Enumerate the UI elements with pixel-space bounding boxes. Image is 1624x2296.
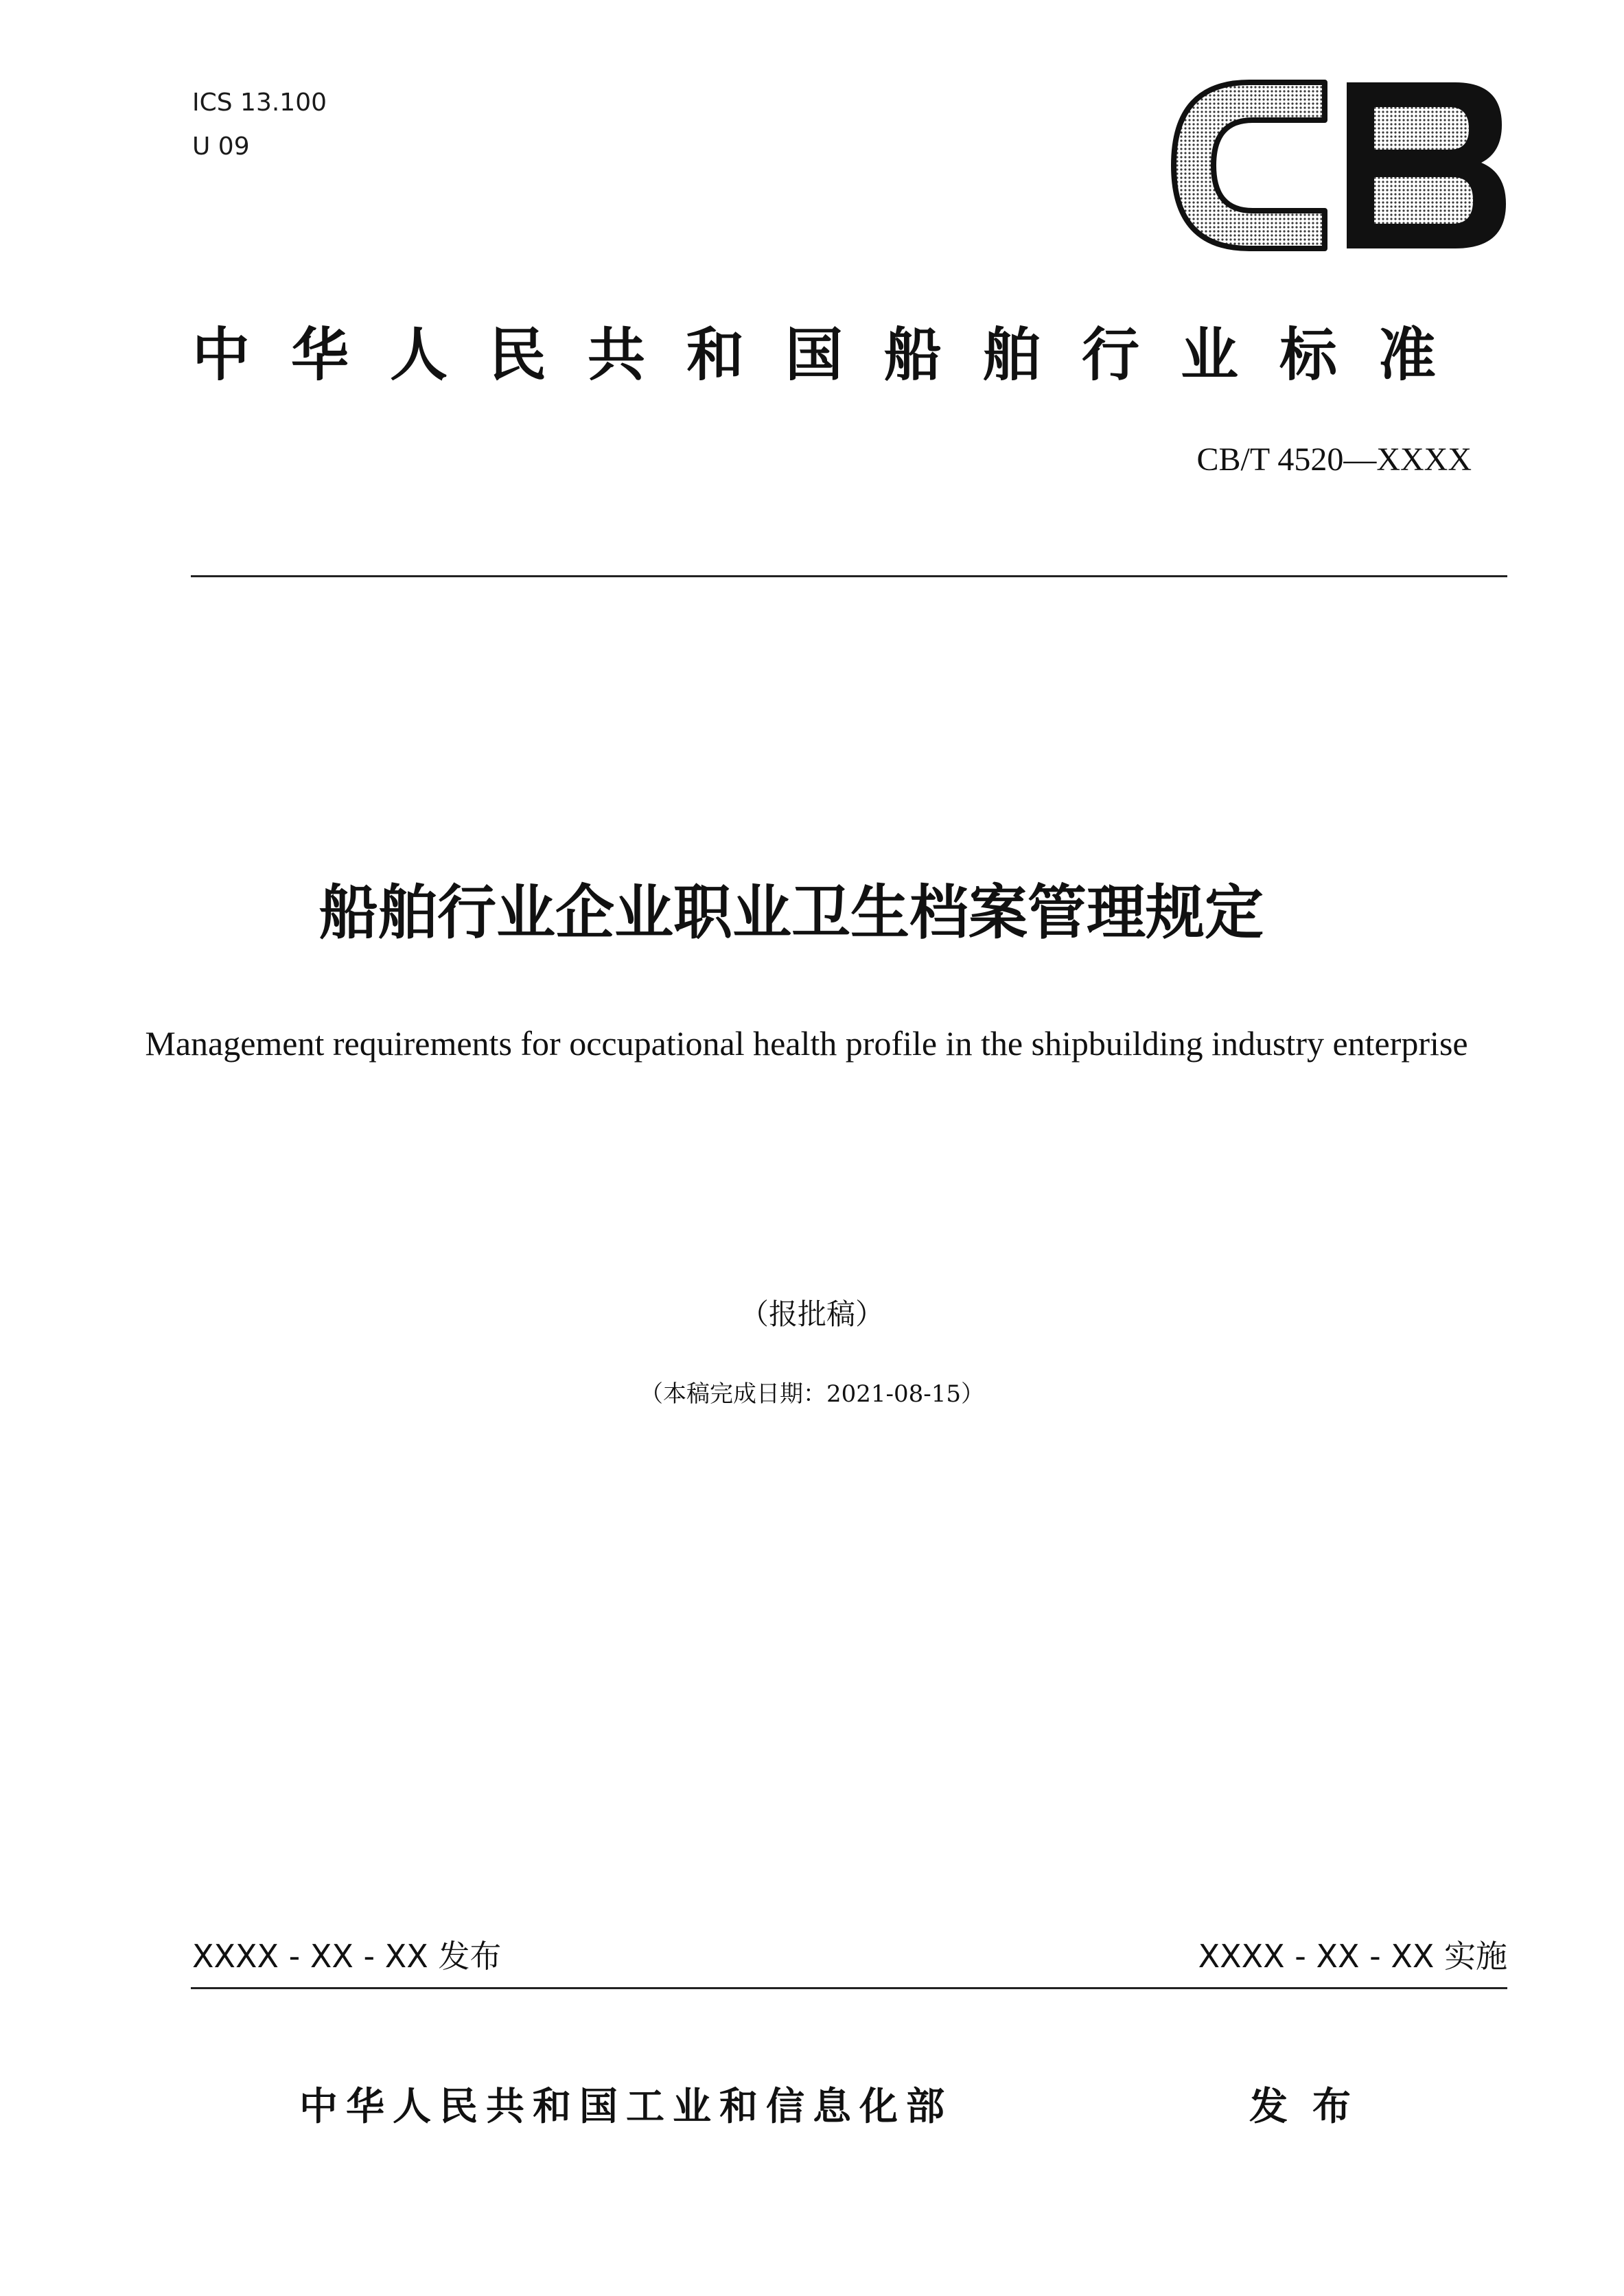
header-divider [191, 575, 1507, 577]
standard-category-title: 中华人民共和国船舶行业标准 [192, 321, 1478, 389]
ccs-code: U 09 [192, 132, 250, 161]
issue-label: 发布 [1249, 2085, 1376, 2129]
footer-divider [191, 1987, 1507, 1989]
standard-number: CB/T 4520—XXXX [1196, 441, 1472, 478]
classification-codes [192, 81, 327, 169]
cb-logo [1167, 77, 1510, 254]
draft-completion-date: （本稿完成日期：2021-08-15） [639, 1380, 985, 1408]
draft-status: （报批稿） [739, 1297, 884, 1331]
document-title-en: Management requirements for occupational health profile in the shipbuilding industry enterprise [145, 1024, 1468, 1063]
document-title-zh: 船舶行业企业职业卫生档案管理规定 [319, 879, 1264, 947]
effective-date: XXXX - XX - XX 实施 [1198, 1938, 1507, 1975]
ics-code: ICS 13.100 [192, 89, 327, 117]
issuing-authority: 中华人民共和国工业和信息化部 [299, 2085, 953, 2129]
publish-date: XXXX - XX - XX 发布 [192, 1938, 502, 1975]
logo-text: CB [1167, 77, 1168, 78]
